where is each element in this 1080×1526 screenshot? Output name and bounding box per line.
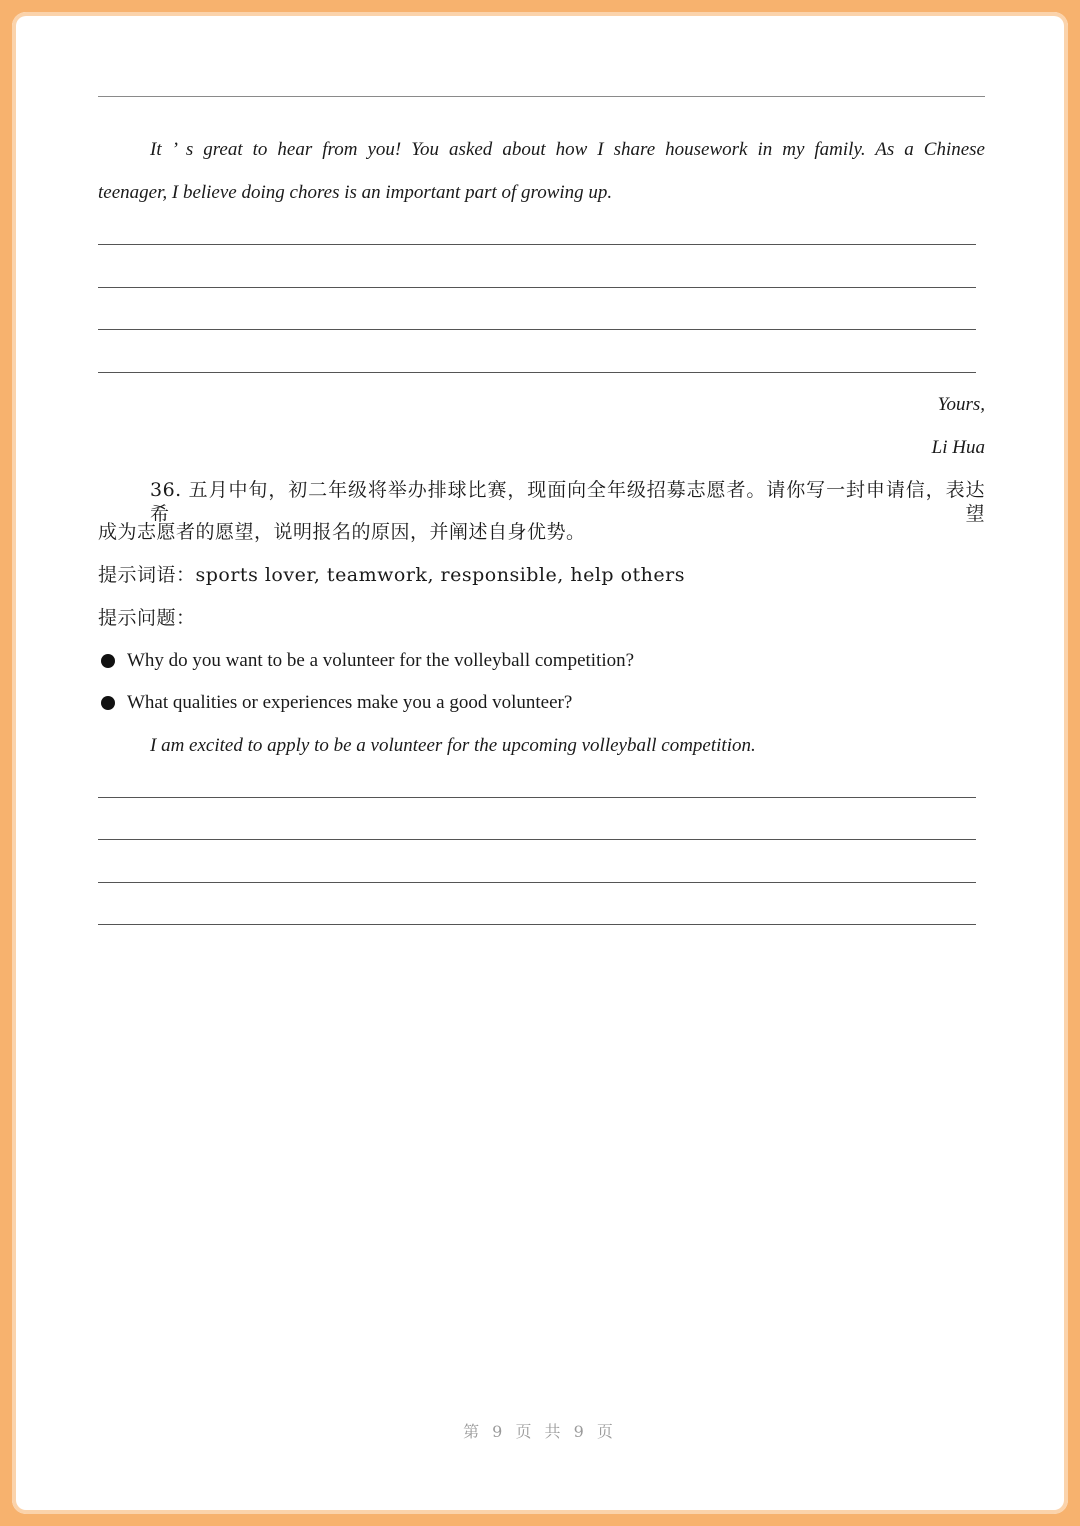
writing-line (98, 244, 976, 245)
page-sheet (12, 12, 1068, 1514)
question-36-prompt-line-2: 成为志愿者的愿望，说明报名的原因，并阐述自身优势。 (98, 521, 586, 543)
bullet-icon (101, 696, 115, 710)
page-number: 第 9 页 共 9 页 (463, 1422, 617, 1441)
letter-opening-line-2: teenager, I believe doing chores is an important part of growing up. (98, 182, 613, 203)
question-36-prompt-line-1: 36. 五月中旬，初二年级将举办排球比赛，现面向全年级招募志愿者。请你写一封申请信，表达希望 (150, 479, 985, 525)
writing-line (98, 372, 976, 373)
header-rule (98, 96, 985, 97)
bullet-icon (101, 654, 115, 668)
letter-closing: Yours, (937, 394, 985, 415)
writing-line (98, 329, 976, 330)
writing-line (98, 797, 976, 798)
application-opening: I am excited to apply to be a volunteer for the upcoming volleyball competition. (150, 735, 756, 756)
writing-line (98, 839, 976, 840)
writing-line (98, 882, 976, 883)
hint-question-item: Why do you want to be a volunteer for the volleyball competition? (127, 650, 635, 671)
hint-question-item: What qualities or experiences make you a good volunteer? (127, 692, 573, 713)
hint-questions-label: 提示问题： (98, 607, 196, 629)
hint-words: 提示词语：sports lover, teamwork, responsible, help others (98, 564, 685, 586)
letter-signature: Li Hua (931, 437, 985, 458)
letter-opening-line-1: It ’ s great to hear from you! You asked about how I share housework in my family. As a Chinese (150, 139, 985, 160)
writing-line (98, 924, 976, 925)
writing-line (98, 287, 976, 288)
